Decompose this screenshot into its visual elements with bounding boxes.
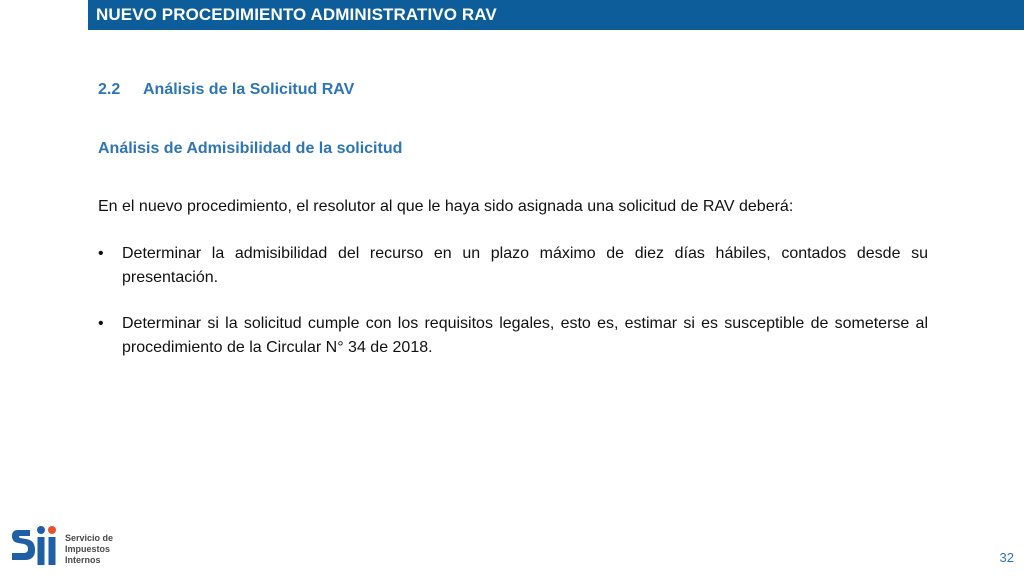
header-bar bbox=[88, 0, 1024, 30]
sii-logo-s-shape bbox=[12, 530, 35, 560]
sii-logo-line-1: Servicio de bbox=[65, 533, 114, 543]
sii-logo-text bbox=[65, 533, 113, 566]
section-title: Análisis de la Solicitud RAV bbox=[143, 81, 355, 98]
section-heading bbox=[98, 81, 354, 99]
bullet-item bbox=[98, 312, 928, 360]
bullet-marker: • bbox=[98, 245, 104, 262]
page-number: 32 bbox=[999, 550, 1014, 565]
sii-logo-line-3: Internos bbox=[65, 555, 101, 565]
sii-logo-stem-1 bbox=[38, 537, 45, 565]
header-title: NUEVO PROCEDIMIENTO ADMINISTRATIVO RAV bbox=[96, 5, 497, 24]
sii-logo-stem-2 bbox=[49, 537, 56, 565]
sii-logo-line-2: Impuestos bbox=[65, 544, 111, 554]
section-number: 2.2 bbox=[98, 81, 121, 98]
sii-logo-dot-2 bbox=[48, 526, 56, 534]
intro-paragraph: En el nuevo procedimiento, el resolutor al que le haya sido asignada una solicitud de RAV deberá: bbox=[98, 198, 794, 215]
bullet-marker: • bbox=[98, 315, 104, 332]
bullet-text: Determinar si la solicitud cumple con los requisitos legales, esto es, estimar si es susceptible de someterse al procedimiento de la Circular N° 34 de 2018. bbox=[122, 315, 928, 356]
bullet-text: Determinar la admisibilidad del recurso en un plazo máximo de diez días hábiles, contados desde su presentación. bbox=[122, 245, 928, 286]
sii-logo-dot-1 bbox=[37, 526, 45, 534]
bullet-item bbox=[98, 242, 928, 290]
bullet-list bbox=[98, 242, 928, 382]
subheading: Análisis de Admisibilidad de la solicitud bbox=[98, 140, 403, 157]
